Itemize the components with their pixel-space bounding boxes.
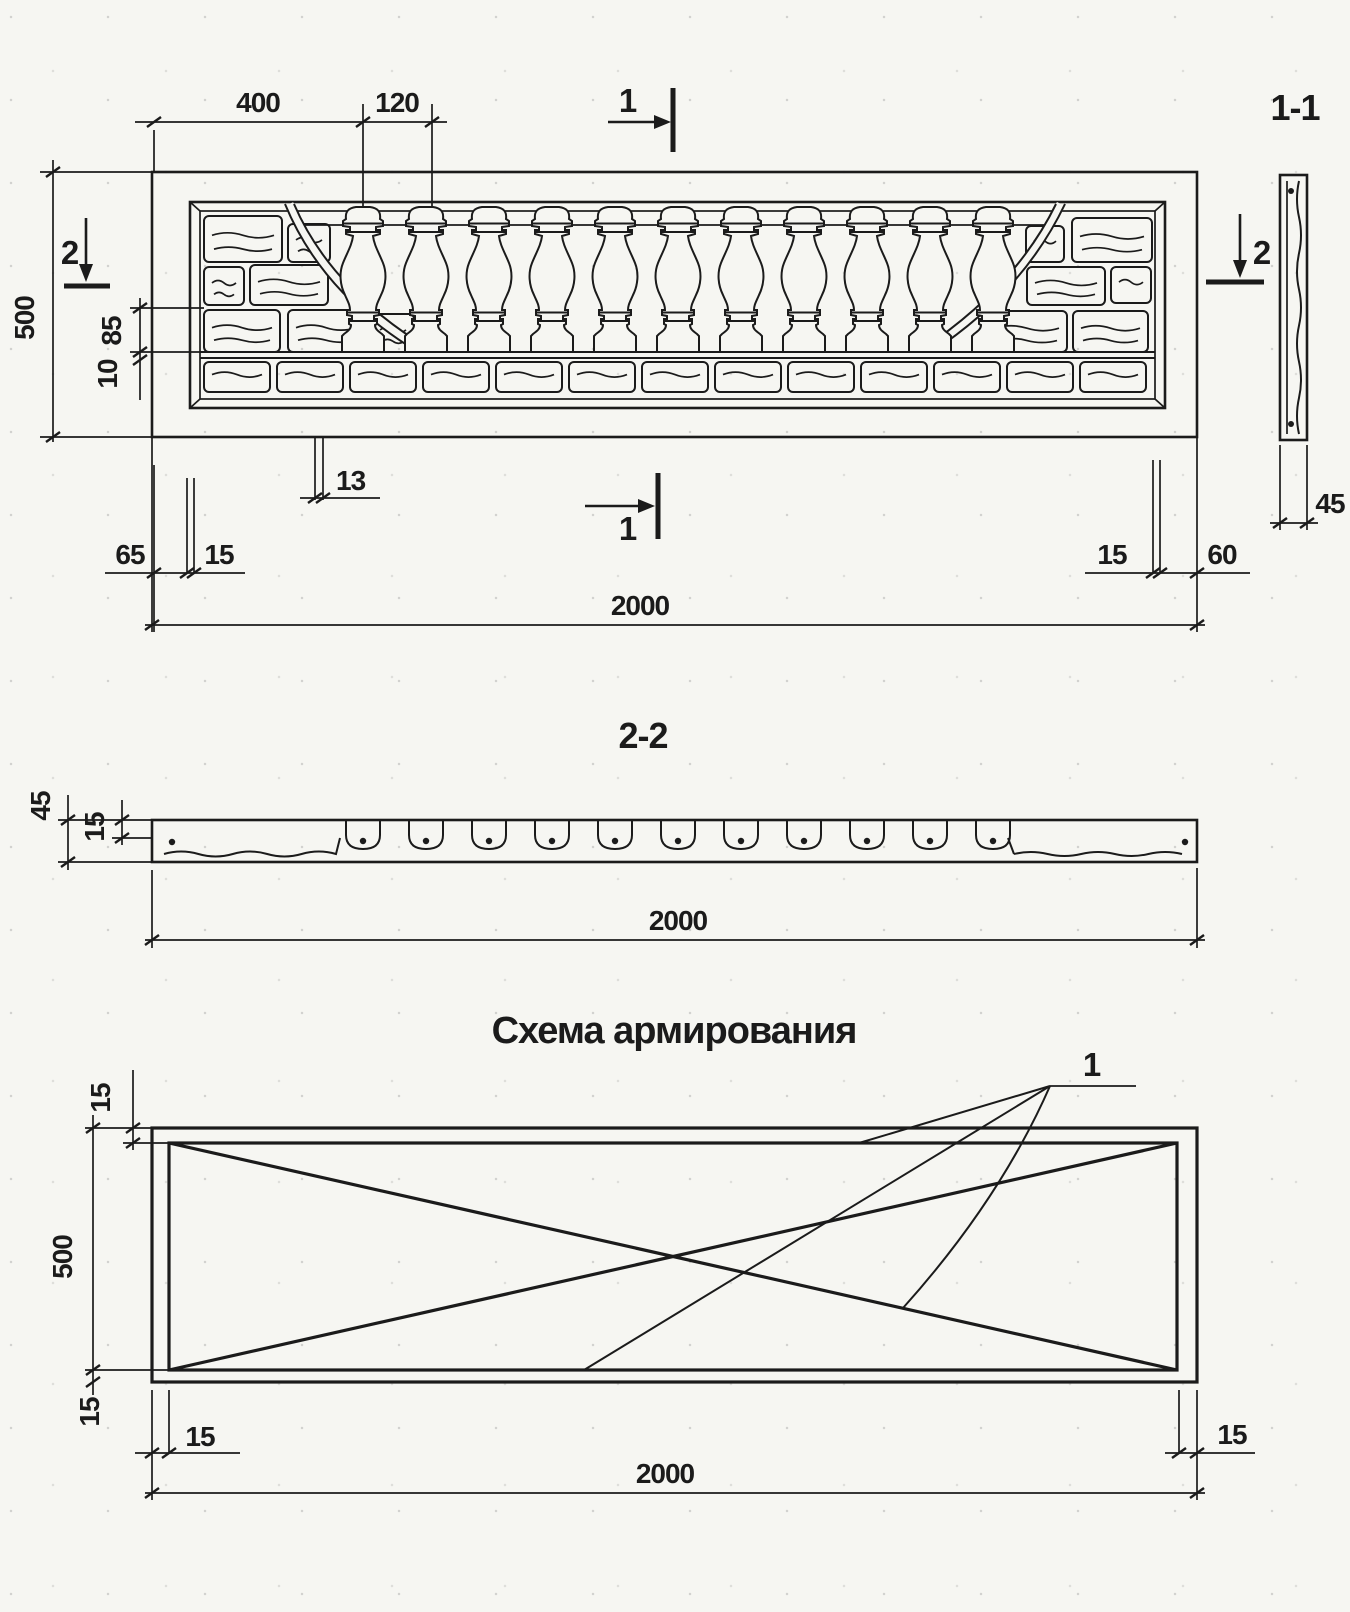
baluster xyxy=(593,207,638,352)
stone-block xyxy=(204,310,280,352)
baluster xyxy=(341,207,386,352)
dim-2000-section-2-2: 2000 xyxy=(648,905,708,936)
stone-block xyxy=(204,216,282,262)
section-1-1-outline xyxy=(1280,175,1307,440)
rebar-dot-top xyxy=(1288,188,1294,194)
section-mark-2-right-label: 2 xyxy=(1252,234,1272,271)
dim-13: 13 xyxy=(336,465,366,496)
stone-block xyxy=(1073,311,1148,352)
baluster-section xyxy=(535,820,569,849)
section-mark-1-top xyxy=(608,88,673,152)
stone-block xyxy=(350,362,416,392)
baluster-section xyxy=(850,820,884,849)
stone-block xyxy=(277,362,343,392)
stone-block xyxy=(715,362,781,392)
rebar-dot-right xyxy=(1182,839,1188,845)
baluster xyxy=(404,207,449,352)
dim-10: 10 xyxy=(92,359,123,389)
stone-block xyxy=(1080,362,1146,392)
baluster xyxy=(908,207,953,352)
dim-15-bottom-right: 15 xyxy=(1097,539,1127,570)
baluster xyxy=(719,207,764,352)
front-view xyxy=(152,172,1197,437)
stone-block xyxy=(250,265,328,305)
section-1-1-title: 1-1 xyxy=(1270,87,1320,128)
dim-500-left: 500 xyxy=(9,296,40,340)
stone-block xyxy=(1007,362,1073,392)
stone-block xyxy=(1027,267,1105,305)
dim-45-section-2-2: 45 xyxy=(25,791,56,821)
stone-block xyxy=(861,362,927,392)
section-2-2-outline xyxy=(152,820,1197,862)
stone-block xyxy=(1111,267,1151,303)
dim-120: 120 xyxy=(375,87,419,118)
baluster-section xyxy=(409,820,443,849)
dim-400: 400 xyxy=(236,87,280,118)
rebar-dot-left xyxy=(169,839,175,845)
baluster xyxy=(845,207,890,352)
dim-15-reinf-bottom-left: 15 xyxy=(74,1397,105,1427)
rebar-callout-label: 1 xyxy=(1082,1046,1102,1083)
stone-block xyxy=(204,362,270,392)
baluster xyxy=(656,207,701,352)
dim-85: 85 xyxy=(96,316,127,346)
baluster-section xyxy=(598,820,632,849)
baluster-section xyxy=(472,820,506,849)
dim-15-section-2-2: 15 xyxy=(79,812,110,842)
baluster xyxy=(782,207,827,352)
baluster xyxy=(530,207,575,352)
section-2-2-title: 2-2 xyxy=(618,715,668,756)
stone-block xyxy=(788,362,854,392)
section-1-1-profile xyxy=(1297,181,1301,434)
baluster xyxy=(467,207,512,352)
dim-45-section-1-1: 45 xyxy=(1315,488,1345,519)
stone-block xyxy=(423,362,489,392)
dim-15-reinf-bottom-right: 15 xyxy=(1217,1419,1247,1450)
dim-65: 65 xyxy=(115,539,145,570)
baluster-section xyxy=(913,820,947,849)
dim-15-reinf-bottom-offset: 15 xyxy=(185,1421,215,1452)
section-2-2-view xyxy=(152,820,1197,862)
stone-block xyxy=(1072,218,1152,262)
baluster-row xyxy=(341,207,1016,352)
dim-15-bottom-left: 15 xyxy=(204,539,234,570)
stone-block xyxy=(569,362,635,392)
stone-block xyxy=(204,267,244,305)
baluster-section xyxy=(661,820,695,849)
baluster-section xyxy=(724,820,758,849)
stone-block xyxy=(642,362,708,392)
section-2-2-labels xyxy=(25,715,708,936)
stone-block xyxy=(934,362,1000,392)
reinforcement-scheme xyxy=(152,1086,1197,1382)
baluster xyxy=(971,207,1016,352)
dim-2000-reinf: 2000 xyxy=(635,1458,695,1489)
rebar-dot-bottom xyxy=(1288,421,1294,427)
dim-60: 60 xyxy=(1207,539,1237,570)
baluster-section xyxy=(976,820,1010,849)
section-mark-1-bottom-label: 1 xyxy=(618,510,638,547)
section-2-2-content xyxy=(164,820,1182,857)
section-mark-1-top-label: 1 xyxy=(618,82,638,119)
section-1-1-view xyxy=(1280,175,1307,440)
baluster-section xyxy=(787,820,821,849)
section-mark-2-left-label: 2 xyxy=(60,234,80,271)
baluster-section xyxy=(346,820,380,849)
reinforcement-title: Схема армирования xyxy=(491,1010,857,1052)
dim-2000-front: 2000 xyxy=(610,590,670,621)
dim-15-reinf-top: 15 xyxy=(85,1083,116,1113)
dim-500-reinf: 500 xyxy=(47,1235,78,1279)
stone-block xyxy=(496,362,562,392)
